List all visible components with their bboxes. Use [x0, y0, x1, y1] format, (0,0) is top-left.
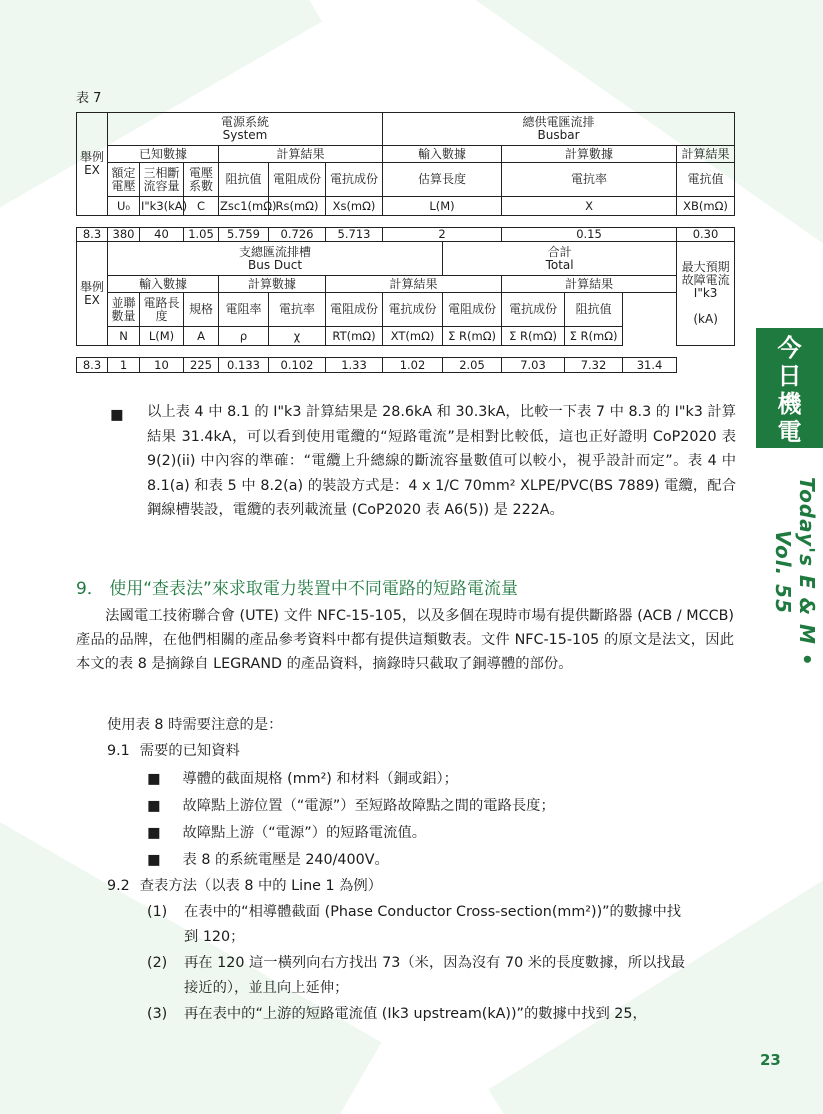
known-data-header: 已知數據: [108, 146, 219, 163]
input-data-header-2: 輸入數據: [108, 276, 219, 293]
value-cell: 31.4: [623, 358, 677, 373]
unit-cell: L(M): [140, 327, 184, 346]
voltage-factor-header: 電壓系數: [184, 163, 219, 197]
estimated-length-header: 估算長度: [383, 163, 502, 197]
value-cell: 225: [184, 358, 219, 373]
bullet-square-icon: ■: [147, 852, 161, 868]
magazine-tab-text: 今日機電: [777, 334, 802, 446]
step-number: (3): [147, 1006, 168, 1022]
value-cell: 1.05: [184, 228, 219, 242]
unit-cell: Σ R(mΩ): [502, 327, 565, 346]
unit-cell: Σ R(mΩ): [565, 327, 623, 346]
step-text: 再在 120 這一橫列向右方找出 73（米，因為沒有 70 米的長度數據，所以找最: [184, 955, 686, 971]
busduct-header: 支總匯流排槽 Bus Duct: [108, 242, 443, 276]
impedance-header-2: 阻抗值: [565, 293, 623, 327]
section-paragraph: 法國電工技術聯合會 (UTE) 文件 NFC-15-105，以及多個在現時市場有提供斷路器 (ACB / MCCB) 產品的品牌，在他們相關的產品參考資料中都有提供這類數表。文件 NFC-15-105 的原文是法文，因此本文的表 8 是摘錄自 LEGRAND 的產品資料，摘錄時只截取了銅導體的部份。: [76, 608, 734, 672]
cable-length-header: 電路長度: [140, 293, 184, 327]
unit-cell: Xs(mΩ): [326, 197, 383, 216]
unit-cell: A: [184, 327, 219, 346]
value-cell: 5.713: [326, 228, 383, 242]
three-phase-capacity-header: 三相斷流容量: [140, 163, 184, 197]
note-block: [110, 400, 736, 523]
value-cell: 2: [383, 228, 502, 242]
unit-cell: N: [108, 327, 140, 346]
table-7-values-2: [76, 357, 735, 373]
unit-cell: L(M): [383, 197, 502, 216]
value-cell: 0.30: [677, 228, 735, 242]
unit-cell: I"k3(kA): [140, 197, 184, 216]
calc-data-header: 計算數據: [502, 146, 677, 163]
step-text: 到 120；: [184, 929, 245, 945]
step-number: (1): [147, 904, 168, 920]
subsection-9-2: 9.2 查表方法（以表 8 中的 Line 1 為例）: [107, 878, 383, 894]
bullet-square-icon: ■: [147, 825, 161, 841]
subsection-9-1: 9.1 需要的已知資料: [107, 743, 240, 759]
calc-result-header-4: 計算結果: [502, 276, 677, 293]
step-number: (2): [147, 955, 168, 971]
note-text: 以上表 4 中 8.1 的 I"k3 計算結果是 28.6kA 和 30.3kA，比較一下表 7 中 8.3 的 I"k3 計算結果 31.4kA，可以看到使用電纜的“短路電流”是相對比較低，這也正好證明 CoP2020 表 9(2)(ii) 中內容的準確：“電纜上升總線的斷流容量數值可以較小，視乎設計而定”。表 4 中 8.1(a) 和表 5 中 8.2(a) 的裝設方式是：4 x 1/C 70mm² XLPE/PVC(BS 7889) 電纜，配合鋼線槽裝設，電纜的表列載流量 (CoP2020 表 A6(5)) 是 222A。: [147, 404, 736, 518]
value-cell: 5.759: [219, 228, 269, 242]
max-fault-header: 最大預期故障電流 I"k3 (kA): [677, 242, 735, 346]
magazine-vertical-title: Today's E & M • Vol. 55: [771, 477, 819, 667]
table-7-values-1: [76, 227, 735, 242]
bullet-square-icon: ■: [110, 407, 124, 423]
unit-cell: Σ R(mΩ): [443, 327, 502, 346]
value-cell: 0.133: [219, 358, 269, 373]
reactance-value-header: 電抗值: [677, 163, 735, 197]
unit-cell: Rs(mΩ): [269, 197, 326, 216]
example-label-2: 舉例 EX: [77, 242, 108, 346]
resistance-component-header-3: 電阻成份: [443, 293, 502, 327]
bullet-item: ■ 故障點上游（“電源”）的短路電流值。: [147, 825, 427, 841]
value-cell: 1.33: [326, 358, 383, 373]
magazine-tab: [756, 328, 823, 448]
reactance-component-header-3: 電抗成份: [502, 293, 565, 327]
value-cell: 8.3: [77, 358, 108, 373]
page-number: 23: [760, 1051, 781, 1069]
unit-cell: C: [184, 197, 219, 216]
unit-cell: XT(mΩ): [383, 327, 443, 346]
reactance-rate-header: 電抗率: [502, 163, 677, 197]
impedance-header: 阻抗值: [219, 163, 269, 197]
reactance-component-header: 電抗成份: [326, 163, 383, 197]
busbar-header: 總供電匯流排 Busbar: [383, 113, 735, 146]
value-cell: 1: [108, 358, 140, 373]
bullet-square-icon: ■: [147, 771, 161, 787]
unit-cell: RT(mΩ): [326, 327, 383, 346]
unit-cell: Zsc1(mΩ): [219, 197, 269, 216]
unit-cell: χ: [269, 327, 326, 346]
value-cell: 380: [108, 228, 140, 242]
bullet-square-icon: ■: [147, 798, 161, 814]
bullet-item: ■ 導體的截面規格 (mm²) 和材料（銅或鋁）；: [147, 771, 458, 787]
section-heading: 9． 使用“查表法”來求取電力裝置中不同電路的短路電流量: [76, 579, 518, 599]
bullet-item: ■ 表 8 的系統電壓是 240/400V。: [147, 852, 389, 868]
table-7-part-2: [76, 241, 735, 346]
input-data-header: 輸入數據: [383, 146, 502, 163]
reactance-component-header-2: 電抗成份: [383, 293, 443, 327]
value-cell: 1.02: [383, 358, 443, 373]
total-header: 合計 Total: [443, 242, 677, 276]
calc-result-header-3: 計算結果: [326, 276, 502, 293]
value-cell: 0.102: [269, 358, 326, 373]
unit-cell: ρ: [219, 327, 269, 346]
step-text: 接近的），並且向上延伸；: [184, 980, 349, 996]
unit-cell: U₀: [108, 197, 140, 216]
example-label: 舉例 EX: [77, 113, 108, 216]
unit-cell: XB(mΩ): [677, 197, 735, 216]
spec-header: 規格: [184, 293, 219, 327]
reactance-rate-header-2: 電抗率: [269, 293, 326, 327]
value-cell: 40: [140, 228, 184, 242]
resistivity-header: 電阻率: [219, 293, 269, 327]
value-cell: 8.3: [77, 228, 108, 242]
resistance-component-header-2: 電阻成份: [326, 293, 383, 327]
resistance-component-header: 電阻成份: [269, 163, 326, 197]
calc-result-header: 計算結果: [219, 146, 383, 163]
value-cell: 7.03: [502, 358, 565, 373]
step-text: 再在表中的“上游的短路電流值 (Ik3 upstream(kA))”的數據中找到 25，: [184, 1006, 647, 1022]
unit-cell: X: [502, 197, 677, 216]
parallel-count-header: 並聯數量: [108, 293, 140, 327]
value-cell: 0.15: [502, 228, 677, 242]
table-caption: 表 7: [76, 91, 102, 106]
table-7-part-1: [76, 112, 735, 216]
value-cell: 7.32: [565, 358, 623, 373]
rated-voltage-header: 額定電壓: [108, 163, 140, 197]
calc-result-header-2: 計算結果: [677, 146, 735, 163]
step-text: 在表中的“相導體截面 (Phase Conductor Cross-section(mm²))”的數據中找: [184, 904, 682, 920]
note-intro: 使用表 8 時需要注意的是：: [107, 717, 283, 733]
calc-data-header-2: 計算數據: [219, 276, 326, 293]
value-cell: 0.726: [269, 228, 326, 242]
value-cell: 2.05: [443, 358, 502, 373]
bullet-item: ■ 故障點上游位置（“電源”）至短路故障點之間的電路長度；: [147, 798, 555, 814]
system-header: 電源系統 System: [108, 113, 383, 146]
value-cell: 10: [140, 358, 184, 373]
